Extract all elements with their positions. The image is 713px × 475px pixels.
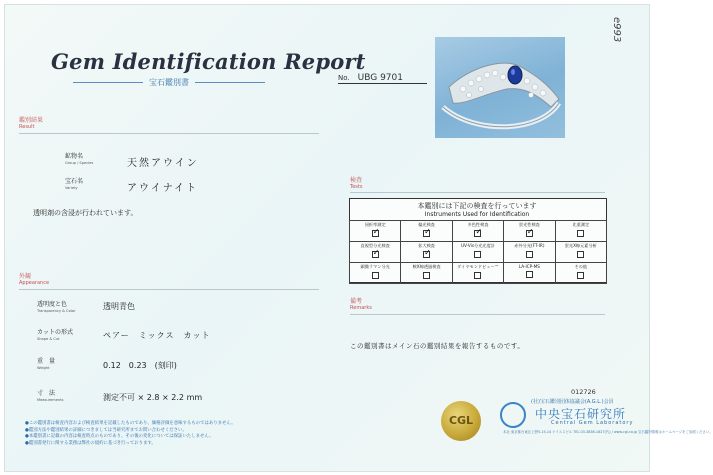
- weight-label-en: Weight: [37, 366, 50, 370]
- appearance-section-label: [19, 273, 49, 287]
- test-cell: [452, 242, 503, 263]
- gold-seal: [441, 401, 481, 441]
- test-label: 屈折率測定: [364, 222, 386, 227]
- variety-label: [65, 178, 83, 192]
- checkbox-icon: [526, 230, 533, 237]
- checkbox-icon: [577, 230, 584, 237]
- test-cell: [555, 263, 606, 284]
- tests-row: [350, 221, 607, 242]
- transparency-label-jp: 透明度と色: [37, 301, 68, 308]
- checkbox-icon: [474, 251, 481, 258]
- weight-label: [37, 358, 55, 372]
- result-section-label: [19, 117, 43, 131]
- seal-text: CGL: [448, 414, 474, 427]
- measurements-value: 測定不可 × 2.8 × 2.2 mm: [103, 393, 203, 402]
- lab-logo-icon: [500, 402, 526, 428]
- appearance-divider: [19, 289, 319, 290]
- result-label-jp: 鑑別結果: [19, 117, 44, 124]
- tests-label-jp: 検査: [350, 177, 363, 184]
- treatment-note: 透明剤の含浸が行われています。: [33, 209, 138, 217]
- tests-grid: [349, 220, 607, 284]
- checkbox-icon: [372, 251, 379, 258]
- footer-note: ●鑑別方法や鑑別結果の詳細につきましては当研究所までお問い合わせください。: [25, 427, 187, 433]
- tests-section-label: [350, 177, 362, 191]
- serial-number: 012726: [571, 388, 596, 396]
- report-subtitle: 宝石鑑別書: [67, 77, 271, 88]
- test-label: 赤外分光(FT-IR): [514, 243, 545, 248]
- test-label: 偏光検査: [418, 222, 435, 227]
- test-label: 蛍光X線元素分析: [564, 243, 597, 248]
- gem-report-document: [4, 4, 713, 472]
- tests-title: 本鑑別には下記の検査を行っています: [417, 202, 537, 210]
- checkbox-icon: [423, 251, 430, 258]
- result-divider: [19, 133, 319, 134]
- remarks-divider: [350, 314, 605, 315]
- test-cell: [401, 242, 452, 263]
- test-cell: [555, 221, 606, 242]
- tests-divider: [350, 192, 605, 193]
- test-cell: [504, 263, 555, 284]
- species-label: [65, 153, 93, 167]
- transparency-label-en: Transparency & Color: [37, 309, 76, 313]
- report-number-label: No.: [338, 74, 350, 82]
- test-label: LA-ICP-MS: [518, 264, 540, 269]
- test-cell: [504, 221, 555, 242]
- variety-label-jp: 宝石名: [65, 178, 84, 185]
- transparency-label: [37, 301, 75, 315]
- measurements-label-en: Measurements: [37, 398, 64, 402]
- test-cell: [452, 263, 503, 284]
- checkbox-icon: [526, 271, 533, 278]
- variety-label-en: Variety: [65, 186, 78, 190]
- footer-note: ●本鑑別書に記載の内容は検査時点のものであり、その後の変化については保証いたしません。: [25, 434, 214, 439]
- test-cell: [555, 242, 606, 263]
- tests-subtitle: Instruments Used for Identification: [424, 211, 530, 218]
- species-label-jp: 鉱物名: [65, 153, 84, 160]
- test-label: 顕微ラマン分光: [360, 264, 390, 269]
- report-number: [338, 73, 427, 84]
- checkbox-icon: [474, 230, 481, 237]
- test-label: 蛍光性検査: [518, 222, 540, 227]
- checkbox-icon: [372, 272, 379, 279]
- test-cell: [504, 242, 555, 263]
- test-cell: [401, 263, 452, 284]
- test-label: 多色性検査: [467, 222, 489, 227]
- cut-label-en: Shape & Cut: [37, 337, 60, 341]
- lab-name-en: Central Gem Laboratory: [551, 420, 634, 426]
- gem-photo: [435, 37, 565, 138]
- measurements-label: [37, 390, 64, 404]
- footer-note: ●この鑑別書は検査内容および検査結果を記載したものであり、価格評価を意味するものではありません。: [25, 421, 236, 426]
- test-cell: [350, 263, 401, 284]
- ring-image: [435, 37, 565, 138]
- checkbox-icon: [372, 230, 379, 237]
- test-label: 拡大検査: [418, 243, 435, 248]
- test-label: ダイヤモンドビュー™: [457, 264, 499, 269]
- tests-label-en: Tests: [350, 184, 363, 190]
- tests-row: [350, 242, 607, 263]
- test-cell: [452, 221, 503, 242]
- appearance-label-en: Appearance: [19, 280, 50, 286]
- test-label: UV-Vis分光光度計: [460, 243, 495, 248]
- weight-label-jp: 重 量: [37, 358, 56, 365]
- variety-value: アウイナイト: [127, 183, 198, 194]
- test-cell: [350, 221, 401, 242]
- test-label: 比重測定: [572, 222, 590, 227]
- transparency-value: 透明青色: [103, 302, 135, 311]
- species-value: 天然アウイン: [127, 158, 199, 169]
- handwritten-note: e993: [611, 17, 622, 43]
- checkbox-icon: [423, 272, 430, 279]
- remarks-text: この鑑別書はメイン石の鑑別結果を報告するものです。: [350, 342, 525, 350]
- checkbox-icon: [526, 251, 533, 258]
- remarks-section-label: [350, 298, 372, 312]
- test-cell: [350, 242, 401, 263]
- result-label-en: Result: [19, 124, 35, 130]
- footer-notes: [25, 421, 235, 447]
- report-number-value: UBG 9701: [357, 73, 403, 83]
- checkbox-icon: [577, 272, 584, 279]
- remarks-label-en: Remarks: [350, 305, 372, 311]
- lab-address: 本社 東京都台東区上野5-15-14 ケイエスビル TEL.03-3836-1627(代) / www.cgl.co.jp 宝石鑑別情報はホームページをご参照ください。: [503, 430, 713, 434]
- test-label: その他: [574, 264, 588, 269]
- checkbox-icon: [474, 272, 481, 279]
- measurements-label-jp: 寸 法: [37, 390, 56, 397]
- cut-label-jp: カットの形式: [37, 329, 73, 336]
- lab-name-jp: 中央宝石研究所: [535, 407, 627, 421]
- test-cell: [401, 221, 452, 242]
- appearance-label-jp: 外観: [19, 273, 32, 280]
- footer-note: ●鑑別書発行に関する業務は弊社の規約に基づき行っております。: [25, 440, 156, 446]
- lab-association: (社)宝石鑑別団体協議会(A.G.L.)会員: [531, 399, 614, 405]
- report-title: Gem Identification Report: [51, 49, 366, 74]
- species-label-en: Group / Species: [65, 161, 94, 165]
- checkbox-icon: [423, 230, 430, 237]
- cut-label: [37, 329, 73, 343]
- test-label: 軟X線透過検査: [412, 264, 441, 269]
- cut-value: ペアー ミックス カット: [103, 331, 211, 340]
- checkbox-icon: [577, 251, 584, 258]
- remarks-label-jp: 備考: [350, 298, 363, 305]
- tests-row: [350, 263, 607, 284]
- weight-value: 0.12 0.23 (刻印): [103, 361, 177, 370]
- test-label: 直視型分光検査: [360, 243, 390, 248]
